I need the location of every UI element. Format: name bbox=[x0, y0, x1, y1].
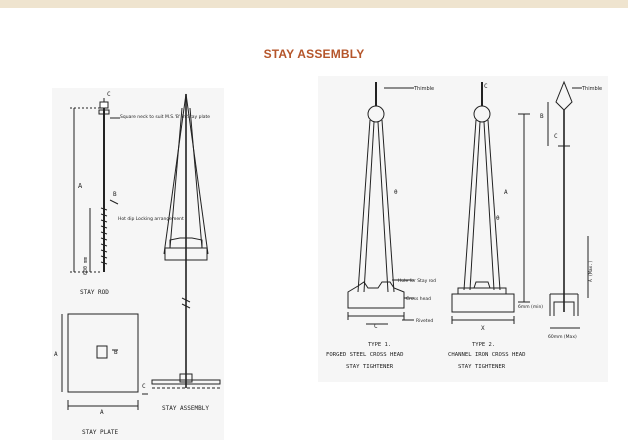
rod-dim-b: B bbox=[113, 191, 117, 198]
plate-dim-a: A bbox=[54, 351, 58, 358]
type2-caption-2: STAY TIGHTENER bbox=[458, 364, 506, 370]
type1-caption: FORGED STEEL CROSS HEAD bbox=[326, 352, 404, 358]
plate-dim-c: C bbox=[142, 383, 146, 390]
type2-caption: CHANNEL IRON CROSS HEAD bbox=[448, 352, 526, 358]
cross-head-label: Cross head bbox=[406, 297, 432, 302]
rod-dim-length: 600 mm bbox=[83, 256, 89, 275]
note-hot-dip: Hot dip Locking arrangement bbox=[118, 217, 184, 222]
type1-caption-2: STAY TIGHTENER bbox=[346, 364, 394, 370]
type1-tightener bbox=[348, 82, 414, 324]
riveted-label: Riveted bbox=[416, 319, 434, 324]
stay-assembly-caption: STAY ASSEMBLY bbox=[162, 405, 209, 412]
width-label: 60mm (Max) bbox=[548, 335, 577, 340]
type1-label: TYPE 1. bbox=[368, 342, 392, 348]
plate-dim-a-bottom: A bbox=[100, 409, 104, 416]
type1-dim-theta: θ bbox=[394, 189, 398, 196]
stay-plate-figure bbox=[62, 314, 148, 410]
length-label: A (Max.) bbox=[589, 260, 594, 282]
type1-dim-c: C bbox=[374, 323, 378, 330]
gap-label: 6mm (min) bbox=[518, 305, 544, 310]
length-dimension bbox=[518, 114, 530, 302]
page-title: STAY ASSEMBLY bbox=[263, 47, 365, 61]
type2-dim-x: X bbox=[481, 325, 485, 332]
stay-plate-caption: STAY PLATE bbox=[82, 429, 119, 436]
side-dim-c: C bbox=[554, 133, 558, 140]
type2-tightener bbox=[452, 82, 514, 324]
thimble-label-1: Thimble bbox=[414, 86, 435, 92]
top-band bbox=[0, 0, 628, 8]
plate-dim-b: B bbox=[114, 349, 118, 356]
stay-rod-drawing bbox=[52, 88, 224, 440]
stay-tightener-drawing bbox=[318, 76, 608, 382]
type2-dim-a: A bbox=[504, 189, 508, 196]
type2-dim-c: C bbox=[484, 83, 488, 90]
rod-dim-c: C bbox=[107, 91, 111, 98]
hole-label: Hole for Stay rod bbox=[398, 279, 437, 284]
stay-rod-caption: STAY ROD bbox=[80, 289, 109, 296]
type2-dim-theta: θ bbox=[496, 215, 500, 222]
rod-dim-a: A bbox=[78, 182, 83, 190]
stay-assembly-figure bbox=[152, 94, 220, 388]
thimble-label-2: Thimble bbox=[582, 86, 603, 92]
side-view-tightener bbox=[548, 82, 588, 328]
type2-label: TYPE 2. bbox=[472, 342, 496, 348]
note-square-neck: Square neck to suit M.S.'B' in Stay plate bbox=[120, 115, 210, 120]
side-dim-b: B bbox=[540, 113, 544, 120]
